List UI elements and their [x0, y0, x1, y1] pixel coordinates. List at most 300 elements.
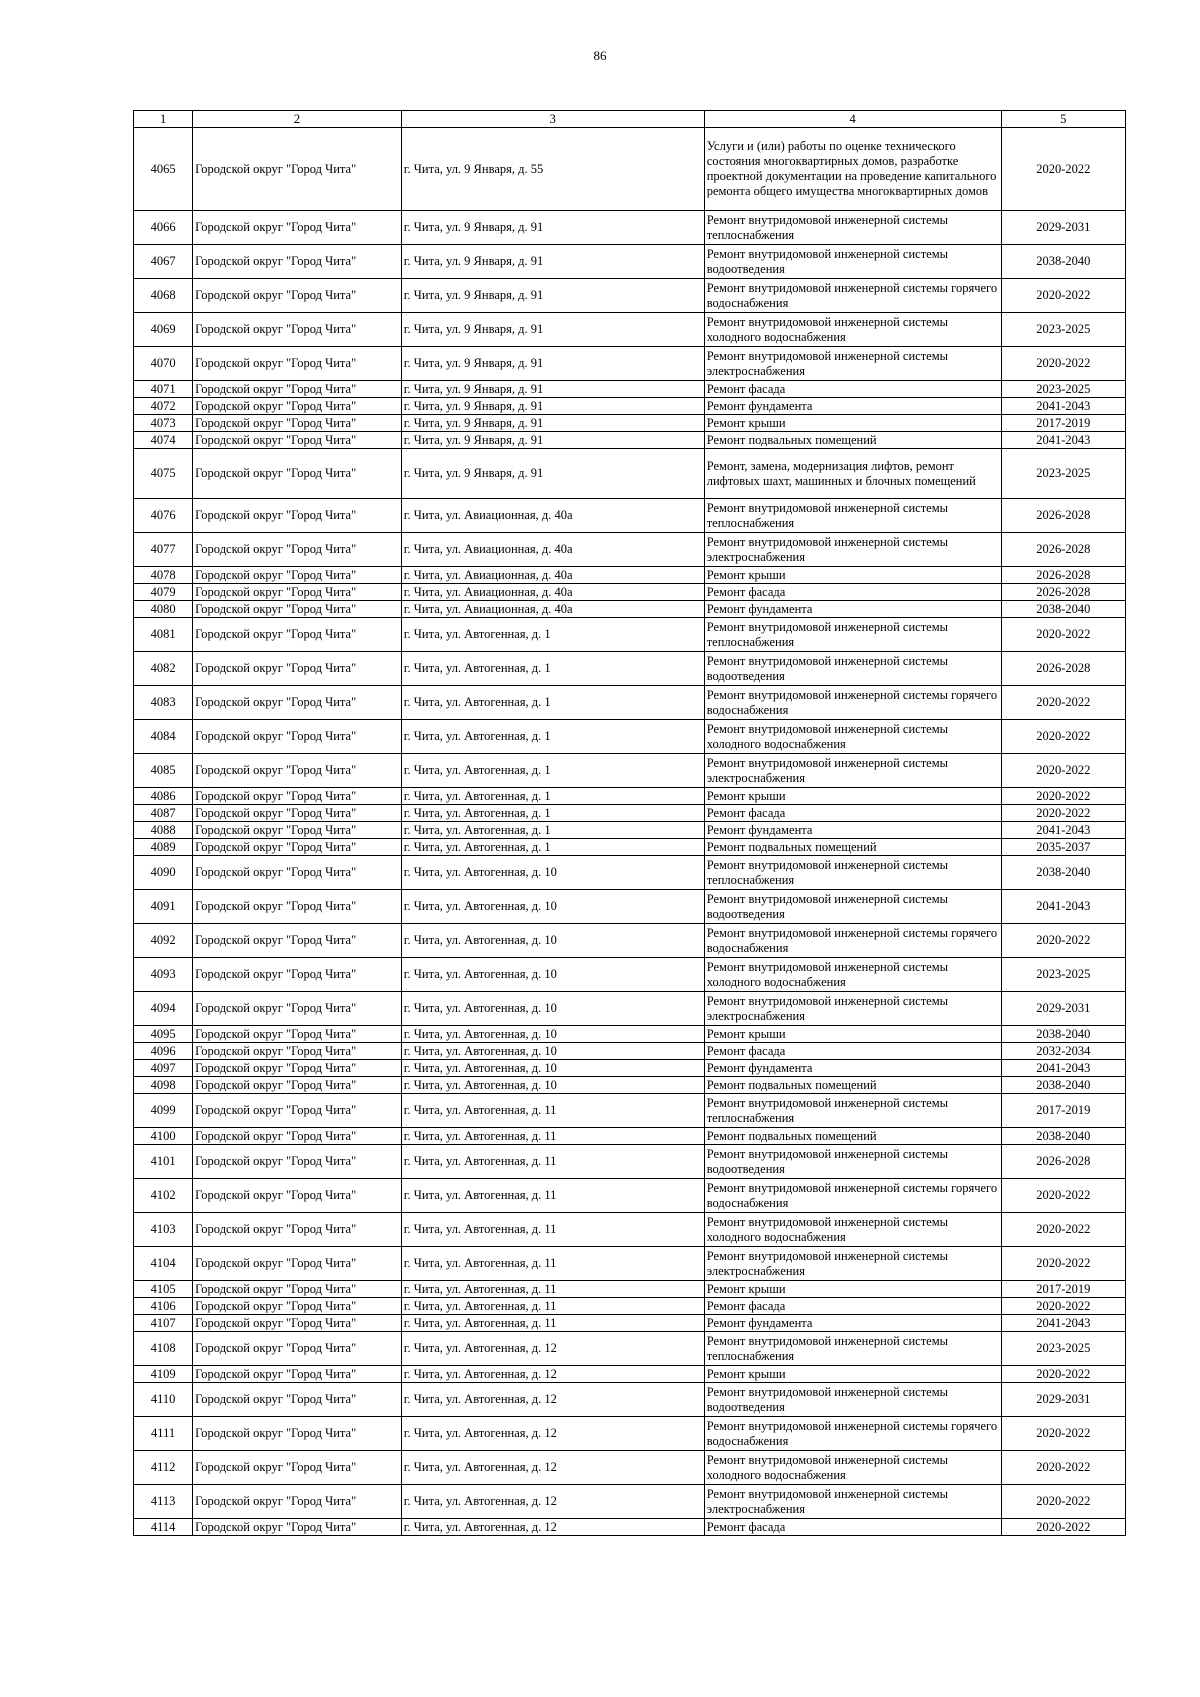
work-type-cell: Ремонт внутридомовой инженерной системы горячего водоснабжения — [704, 1417, 1001, 1451]
address-cell: г. Чита, ул. Автогенная, д. 11 — [401, 1128, 704, 1145]
row-number: 4067 — [134, 245, 193, 279]
municipality-cell: Городской округ "Город Чита" — [193, 822, 402, 839]
period-cell: 2020-2022 — [1001, 924, 1125, 958]
row-number: 4087 — [134, 805, 193, 822]
table-row — [134, 1366, 1126, 1383]
table-row — [134, 856, 1126, 890]
work-type-cell: Ремонт внутридомовой инженерной системы теплоснабжения — [704, 1094, 1001, 1128]
work-type-cell: Ремонт фасада — [704, 1043, 1001, 1060]
column-header: 5 — [1001, 111, 1125, 128]
row-number: 4093 — [134, 958, 193, 992]
table-row — [134, 279, 1126, 313]
work-type-cell: Ремонт внутридомовой инженерной системы электроснабжения — [704, 533, 1001, 567]
table-row — [134, 1213, 1126, 1247]
address-cell: г. Чита, ул. 9 Января, д. 91 — [401, 398, 704, 415]
table-row — [134, 1417, 1126, 1451]
table-row — [134, 415, 1126, 432]
row-number: 4112 — [134, 1451, 193, 1485]
municipality-cell: Городской округ "Город Чита" — [193, 805, 402, 822]
work-type-cell: Ремонт внутридомовой инженерной системы холодного водоснабжения — [704, 313, 1001, 347]
municipality-cell: Городской округ "Город Чита" — [193, 856, 402, 890]
table-row — [134, 1315, 1126, 1332]
row-number: 4104 — [134, 1247, 193, 1281]
address-cell: г. Чита, ул. Автогенная, д. 12 — [401, 1451, 704, 1485]
table-row — [134, 1485, 1126, 1519]
row-number: 4069 — [134, 313, 193, 347]
row-number: 4081 — [134, 618, 193, 652]
table-row — [134, 1247, 1126, 1281]
period-cell: 2029-2031 — [1001, 1383, 1125, 1417]
address-cell: г. Чита, ул. Автогенная, д. 1 — [401, 618, 704, 652]
period-cell: 2017-2019 — [1001, 415, 1125, 432]
period-cell: 2038-2040 — [1001, 1026, 1125, 1043]
work-type-cell: Ремонт внутридомовой инженерной системы холодного водоснабжения — [704, 958, 1001, 992]
work-type-cell: Ремонт внутридомовой инженерной системы электроснабжения — [704, 992, 1001, 1026]
work-type-cell: Ремонт внутридомовой инженерной системы холодного водоснабжения — [704, 720, 1001, 754]
address-cell: г. Чита, ул. Авиационная, д. 40а — [401, 533, 704, 567]
period-cell: 2029-2031 — [1001, 992, 1125, 1026]
table-row — [134, 1060, 1126, 1077]
period-cell: 2020-2022 — [1001, 279, 1125, 313]
address-cell: г. Чита, ул. Автогенная, д. 12 — [401, 1383, 704, 1417]
work-type-cell: Ремонт внутридомовой инженерной системы теплоснабжения — [704, 499, 1001, 533]
table-row — [134, 924, 1126, 958]
address-cell: г. Чита, ул. Автогенная, д. 1 — [401, 788, 704, 805]
address-cell: г. Чита, ул. Автогенная, д. 11 — [401, 1179, 704, 1213]
table-row — [134, 432, 1126, 449]
address-cell: г. Чита, ул. Авиационная, д. 40а — [401, 601, 704, 618]
work-type-cell: Ремонт внутридомовой инженерной системы теплоснабжения — [704, 211, 1001, 245]
municipality-cell: Городской округ "Город Чита" — [193, 958, 402, 992]
period-cell: 2017-2019 — [1001, 1281, 1125, 1298]
work-type-cell: Ремонт внутридомовой инженерной системы электроснабжения — [704, 347, 1001, 381]
row-number: 4103 — [134, 1213, 193, 1247]
municipality-cell: Городской округ "Город Чита" — [193, 1519, 402, 1536]
capital-repair-table — [133, 110, 1126, 1536]
table-row — [134, 499, 1126, 533]
row-number: 4108 — [134, 1332, 193, 1366]
row-number: 4092 — [134, 924, 193, 958]
address-cell: г. Чита, ул. Автогенная, д. 11 — [401, 1281, 704, 1298]
address-cell: г. Чита, ул. Автогенная, д. 10 — [401, 992, 704, 1026]
row-number: 4111 — [134, 1417, 193, 1451]
period-cell: 2023-2025 — [1001, 381, 1125, 398]
municipality-cell: Городской округ "Город Чита" — [193, 618, 402, 652]
address-cell: г. Чита, ул. Автогенная, д. 10 — [401, 958, 704, 992]
address-cell: г. Чита, ул. Автогенная, д. 11 — [401, 1094, 704, 1128]
period-cell: 2020-2022 — [1001, 1213, 1125, 1247]
address-cell: г. Чита, ул. Автогенная, д. 1 — [401, 652, 704, 686]
row-number: 4101 — [134, 1145, 193, 1179]
address-cell: г. Чита, ул. Автогенная, д. 1 — [401, 805, 704, 822]
work-type-cell: Ремонт внутридомовой инженерной системы электроснабжения — [704, 1485, 1001, 1519]
row-number: 4076 — [134, 499, 193, 533]
period-cell: 2020-2022 — [1001, 128, 1125, 211]
municipality-cell: Городской округ "Город Чита" — [193, 1417, 402, 1451]
table-row — [134, 1179, 1126, 1213]
row-number: 4082 — [134, 652, 193, 686]
municipality-cell: Городской округ "Город Чита" — [193, 1128, 402, 1145]
municipality-cell: Городской округ "Город Чита" — [193, 567, 402, 584]
work-type-cell: Ремонт подвальных помещений — [704, 432, 1001, 449]
work-type-cell: Ремонт фундамента — [704, 398, 1001, 415]
work-type-cell: Ремонт крыши — [704, 567, 1001, 584]
period-cell: 2041-2043 — [1001, 1315, 1125, 1332]
address-cell: г. Чита, ул. 9 Января, д. 91 — [401, 245, 704, 279]
period-cell: 2020-2022 — [1001, 1485, 1125, 1519]
row-number: 4085 — [134, 754, 193, 788]
address-cell: г. Чита, ул. Автогенная, д. 12 — [401, 1485, 704, 1519]
work-type-cell: Ремонт фасада — [704, 584, 1001, 601]
address-cell: г. Чита, ул. Авиационная, д. 40а — [401, 584, 704, 601]
table-row — [134, 958, 1126, 992]
period-cell: 2038-2040 — [1001, 1128, 1125, 1145]
municipality-cell: Городской округ "Город Чита" — [193, 1179, 402, 1213]
work-type-cell: Ремонт внутридомовой инженерной системы горячего водоснабжения — [704, 924, 1001, 958]
table-row — [134, 313, 1126, 347]
work-type-cell: Ремонт фундамента — [704, 822, 1001, 839]
municipality-cell: Городской округ "Город Чита" — [193, 1485, 402, 1519]
table-row — [134, 992, 1126, 1026]
period-cell: 2041-2043 — [1001, 398, 1125, 415]
period-cell: 2023-2025 — [1001, 958, 1125, 992]
work-type-cell: Ремонт фасада — [704, 381, 1001, 398]
municipality-cell: Городской округ "Город Чита" — [193, 398, 402, 415]
work-type-cell: Ремонт внутридомовой инженерной системы электроснабжения — [704, 1247, 1001, 1281]
row-number: 4094 — [134, 992, 193, 1026]
table-row — [134, 601, 1126, 618]
period-cell: 2041-2043 — [1001, 890, 1125, 924]
address-cell: г. Чита, ул. 9 Января, д. 91 — [401, 449, 704, 499]
work-type-cell: Ремонт подвальных помещений — [704, 839, 1001, 856]
period-cell: 2020-2022 — [1001, 618, 1125, 652]
table-row — [134, 1043, 1126, 1060]
table-row — [134, 822, 1126, 839]
period-cell: 2026-2028 — [1001, 1145, 1125, 1179]
period-cell: 2029-2031 — [1001, 211, 1125, 245]
municipality-cell: Городской округ "Город Чита" — [193, 890, 402, 924]
address-cell: г. Чита, ул. 9 Января, д. 55 — [401, 128, 704, 211]
period-cell: 2020-2022 — [1001, 1247, 1125, 1281]
address-cell: г. Чита, ул. Автогенная, д. 10 — [401, 856, 704, 890]
row-number: 4086 — [134, 788, 193, 805]
address-cell: г. Чита, ул. Автогенная, д. 11 — [401, 1298, 704, 1315]
municipality-cell: Городской округ "Город Чита" — [193, 245, 402, 279]
row-number: 4095 — [134, 1026, 193, 1043]
table-row — [134, 584, 1126, 601]
period-cell: 2020-2022 — [1001, 686, 1125, 720]
work-type-cell: Ремонт фундамента — [704, 601, 1001, 618]
row-number: 4100 — [134, 1128, 193, 1145]
row-number: 4109 — [134, 1366, 193, 1383]
municipality-cell: Городской округ "Город Чита" — [193, 1247, 402, 1281]
address-cell: г. Чита, ул. Автогенная, д. 1 — [401, 754, 704, 788]
work-type-cell: Ремонт внутридомовой инженерной системы теплоснабжения — [704, 618, 1001, 652]
municipality-cell: Городской округ "Город Чита" — [193, 432, 402, 449]
work-type-cell: Ремонт крыши — [704, 1026, 1001, 1043]
municipality-cell: Городской округ "Город Чита" — [193, 381, 402, 398]
address-cell: г. Чита, ул. Автогенная, д. 11 — [401, 1315, 704, 1332]
row-number: 4075 — [134, 449, 193, 499]
table-row — [134, 211, 1126, 245]
municipality-cell: Городской округ "Город Чита" — [193, 415, 402, 432]
work-type-cell: Ремонт фундамента — [704, 1315, 1001, 1332]
period-cell: 2020-2022 — [1001, 1366, 1125, 1383]
period-cell: 2026-2028 — [1001, 499, 1125, 533]
row-number: 4071 — [134, 381, 193, 398]
table-row — [134, 128, 1126, 211]
work-type-cell: Ремонт внутридомовой инженерной системы горячего водоснабжения — [704, 279, 1001, 313]
table-row — [134, 533, 1126, 567]
address-cell: г. Чита, ул. Автогенная, д. 1 — [401, 686, 704, 720]
municipality-cell: Городской округ "Город Чита" — [193, 839, 402, 856]
municipality-cell: Городской округ "Город Чита" — [193, 924, 402, 958]
period-cell: 2035-2037 — [1001, 839, 1125, 856]
page-number: 86 — [593, 48, 607, 63]
work-type-cell: Ремонт фасада — [704, 805, 1001, 822]
work-type-cell: Ремонт фундамента — [704, 1060, 1001, 1077]
address-cell: г. Чита, ул. Автогенная, д. 10 — [401, 1026, 704, 1043]
address-cell: г. Чита, ул. Автогенная, д. 10 — [401, 924, 704, 958]
address-cell: г. Чита, ул. Автогенная, д. 12 — [401, 1366, 704, 1383]
period-cell: 2023-2025 — [1001, 449, 1125, 499]
table-row — [134, 1383, 1126, 1417]
table-row — [134, 788, 1126, 805]
municipality-cell: Городской округ "Город Чита" — [193, 279, 402, 313]
row-number: 4114 — [134, 1519, 193, 1536]
period-cell: 2026-2028 — [1001, 652, 1125, 686]
row-number: 4102 — [134, 1179, 193, 1213]
table-row — [134, 686, 1126, 720]
municipality-cell: Городской округ "Город Чита" — [193, 992, 402, 1026]
period-cell: 2020-2022 — [1001, 1519, 1125, 1536]
row-number: 4105 — [134, 1281, 193, 1298]
table-row — [134, 567, 1126, 584]
table-row — [134, 1519, 1126, 1536]
municipality-cell: Городской округ "Город Чита" — [193, 1026, 402, 1043]
municipality-cell: Городской округ "Город Чита" — [193, 720, 402, 754]
row-number: 4099 — [134, 1094, 193, 1128]
period-cell: 2026-2028 — [1001, 584, 1125, 601]
municipality-cell: Городской округ "Город Чита" — [193, 533, 402, 567]
work-type-cell: Ремонт внутридомовой инженерной системы электроснабжения — [704, 754, 1001, 788]
row-number: 4090 — [134, 856, 193, 890]
header-row — [134, 111, 1126, 128]
work-type-cell: Ремонт внутридомовой инженерной системы теплоснабжения — [704, 856, 1001, 890]
period-cell: 2026-2028 — [1001, 533, 1125, 567]
municipality-cell: Городской округ "Город Чита" — [193, 601, 402, 618]
table-row — [134, 381, 1126, 398]
row-number: 4089 — [134, 839, 193, 856]
work-type-cell: Ремонт внутридомовой инженерной системы водоотведения — [704, 890, 1001, 924]
work-type-cell: Ремонт, замена, модернизация лифтов, ремонт лифтовых шахт, машинных и блочных помещений — [704, 449, 1001, 499]
work-type-cell: Ремонт подвальных помещений — [704, 1128, 1001, 1145]
table-row — [134, 347, 1126, 381]
address-cell: г. Чита, ул. Автогенная, д. 1 — [401, 839, 704, 856]
work-type-cell: Ремонт крыши — [704, 788, 1001, 805]
address-cell: г. Чита, ул. Автогенная, д. 12 — [401, 1417, 704, 1451]
row-number: 4066 — [134, 211, 193, 245]
period-cell: 2020-2022 — [1001, 1179, 1125, 1213]
table-row — [134, 1451, 1126, 1485]
municipality-cell: Городской округ "Город Чита" — [193, 1281, 402, 1298]
address-cell: г. Чита, ул. Автогенная, д. 11 — [401, 1247, 704, 1281]
period-cell: 2032-2034 — [1001, 1043, 1125, 1060]
column-header: 3 — [401, 111, 704, 128]
period-cell: 2038-2040 — [1001, 1077, 1125, 1094]
row-number: 4073 — [134, 415, 193, 432]
table-row — [134, 1332, 1126, 1366]
row-number: 4079 — [134, 584, 193, 601]
municipality-cell: Городской округ "Город Чита" — [193, 1298, 402, 1315]
municipality-cell: Городской округ "Город Чита" — [193, 499, 402, 533]
work-type-cell: Ремонт внутридомовой инженерной системы теплоснабжения — [704, 1332, 1001, 1366]
table-row — [134, 1094, 1126, 1128]
address-cell: г. Чита, ул. Автогенная, д. 12 — [401, 1519, 704, 1536]
address-cell: г. Чита, ул. 9 Января, д. 91 — [401, 432, 704, 449]
period-cell: 2020-2022 — [1001, 754, 1125, 788]
table-row — [134, 398, 1126, 415]
table-row — [134, 805, 1126, 822]
period-cell: 2038-2040 — [1001, 245, 1125, 279]
table-row — [134, 1128, 1126, 1145]
address-cell: г. Чита, ул. 9 Января, д. 91 — [401, 347, 704, 381]
row-number: 4106 — [134, 1298, 193, 1315]
row-number: 4088 — [134, 822, 193, 839]
municipality-cell: Городской округ "Город Чита" — [193, 1332, 402, 1366]
row-number: 4080 — [134, 601, 193, 618]
row-number: 4084 — [134, 720, 193, 754]
municipality-cell: Городской округ "Город Чита" — [193, 1366, 402, 1383]
row-number: 4091 — [134, 890, 193, 924]
period-cell: 2020-2022 — [1001, 1451, 1125, 1485]
row-number: 4083 — [134, 686, 193, 720]
period-cell: 2041-2043 — [1001, 432, 1125, 449]
column-header: 4 — [704, 111, 1001, 128]
table-row — [134, 1298, 1126, 1315]
row-number: 4077 — [134, 533, 193, 567]
row-number: 4072 — [134, 398, 193, 415]
period-cell: 2020-2022 — [1001, 1298, 1125, 1315]
address-cell: г. Чита, ул. 9 Января, д. 91 — [401, 415, 704, 432]
work-type-cell: Ремонт внутридомовой инженерной системы холодного водоснабжения — [704, 1213, 1001, 1247]
table-row — [134, 1026, 1126, 1043]
period-cell: 2020-2022 — [1001, 720, 1125, 754]
work-type-cell: Ремонт внутридомовой инженерной системы горячего водоснабжения — [704, 1179, 1001, 1213]
address-cell: г. Чита, ул. 9 Января, д. 91 — [401, 211, 704, 245]
municipality-cell: Городской округ "Город Чита" — [193, 1145, 402, 1179]
period-cell: 2020-2022 — [1001, 347, 1125, 381]
row-number: 4078 — [134, 567, 193, 584]
table-row — [134, 754, 1126, 788]
period-cell: 2026-2028 — [1001, 567, 1125, 584]
period-cell: 2041-2043 — [1001, 822, 1125, 839]
municipality-cell: Городской округ "Город Чита" — [193, 788, 402, 805]
row-number: 4110 — [134, 1383, 193, 1417]
municipality-cell: Городской округ "Город Чита" — [193, 1315, 402, 1332]
period-cell: 2023-2025 — [1001, 1332, 1125, 1366]
address-cell: г. Чита, ул. 9 Января, д. 91 — [401, 381, 704, 398]
period-cell: 2017-2019 — [1001, 1094, 1125, 1128]
address-cell: г. Чита, ул. Автогенная, д. 11 — [401, 1145, 704, 1179]
table-row — [134, 890, 1126, 924]
municipality-cell: Городской округ "Город Чита" — [193, 128, 402, 211]
period-cell: 2020-2022 — [1001, 1417, 1125, 1451]
work-type-cell: Услуги и (или) работы по оценке технического состояния многоквартирных домов, разработке проектной документации на проведение капитального ремонта общего имущества многоквартирных домов — [704, 128, 1001, 211]
municipality-cell: Городской округ "Город Чита" — [193, 1060, 402, 1077]
municipality-cell: Городской округ "Город Чита" — [193, 584, 402, 601]
address-cell: г. Чита, ул. Автогенная, д. 10 — [401, 1060, 704, 1077]
municipality-cell: Городской округ "Город Чита" — [193, 347, 402, 381]
work-type-cell: Ремонт внутридомовой инженерной системы водоотведения — [704, 1145, 1001, 1179]
period-cell: 2038-2040 — [1001, 601, 1125, 618]
table-row — [134, 1145, 1126, 1179]
municipality-cell: Городской округ "Город Чита" — [193, 211, 402, 245]
column-header: 2 — [193, 111, 402, 128]
work-type-cell: Ремонт внутридомовой инженерной системы горячего водоснабжения — [704, 686, 1001, 720]
municipality-cell: Городской округ "Город Чита" — [193, 1451, 402, 1485]
work-type-cell: Ремонт крыши — [704, 1366, 1001, 1383]
table-row — [134, 720, 1126, 754]
work-type-cell: Ремонт крыши — [704, 1281, 1001, 1298]
work-type-cell: Ремонт внутридомовой инженерной системы водоотведения — [704, 652, 1001, 686]
municipality-cell: Городской округ "Город Чита" — [193, 686, 402, 720]
address-cell: г. Чита, ул. Автогенная, д. 10 — [401, 890, 704, 924]
municipality-cell: Городской округ "Город Чита" — [193, 652, 402, 686]
work-type-cell: Ремонт внутридомовой инженерной системы водоотведения — [704, 1383, 1001, 1417]
row-number: 4065 — [134, 128, 193, 211]
work-type-cell: Ремонт фасада — [704, 1298, 1001, 1315]
period-cell: 2020-2022 — [1001, 788, 1125, 805]
row-number: 4097 — [134, 1060, 193, 1077]
municipality-cell: Городской округ "Город Чита" — [193, 754, 402, 788]
row-number: 4074 — [134, 432, 193, 449]
municipality-cell: Городской округ "Город Чита" — [193, 1043, 402, 1060]
row-number: 4107 — [134, 1315, 193, 1332]
table-row — [134, 618, 1126, 652]
table-body — [134, 128, 1126, 1536]
work-type-cell: Ремонт внутридомовой инженерной системы водоотведения — [704, 245, 1001, 279]
municipality-cell: Городской округ "Город Чита" — [193, 1383, 402, 1417]
work-type-cell: Ремонт крыши — [704, 415, 1001, 432]
work-type-cell: Ремонт фасада — [704, 1519, 1001, 1536]
address-cell: г. Чита, ул. Автогенная, д. 1 — [401, 720, 704, 754]
period-cell: 2038-2040 — [1001, 856, 1125, 890]
period-cell: 2041-2043 — [1001, 1060, 1125, 1077]
column-header: 1 — [134, 111, 193, 128]
table-row — [134, 245, 1126, 279]
address-cell: г. Чита, ул. 9 Января, д. 91 — [401, 313, 704, 347]
table-row — [134, 1077, 1126, 1094]
row-number: 4096 — [134, 1043, 193, 1060]
table-row — [134, 449, 1126, 499]
period-cell: 2023-2025 — [1001, 313, 1125, 347]
row-number: 4113 — [134, 1485, 193, 1519]
table-row — [134, 839, 1126, 856]
table-row — [134, 652, 1126, 686]
municipality-cell: Городской округ "Город Чита" — [193, 449, 402, 499]
period-cell: 2020-2022 — [1001, 805, 1125, 822]
table-row — [134, 1281, 1126, 1298]
address-cell: г. Чита, ул. Автогенная, д. 12 — [401, 1332, 704, 1366]
address-cell: г. Чита, ул. Автогенная, д. 11 — [401, 1213, 704, 1247]
row-number: 4070 — [134, 347, 193, 381]
address-cell: г. Чита, ул. Авиационная, д. 40а — [401, 499, 704, 533]
municipality-cell: Городской округ "Город Чита" — [193, 1094, 402, 1128]
row-number: 4098 — [134, 1077, 193, 1094]
municipality-cell: Городской округ "Город Чита" — [193, 1077, 402, 1094]
address-cell: г. Чита, ул. Автогенная, д. 10 — [401, 1043, 704, 1060]
